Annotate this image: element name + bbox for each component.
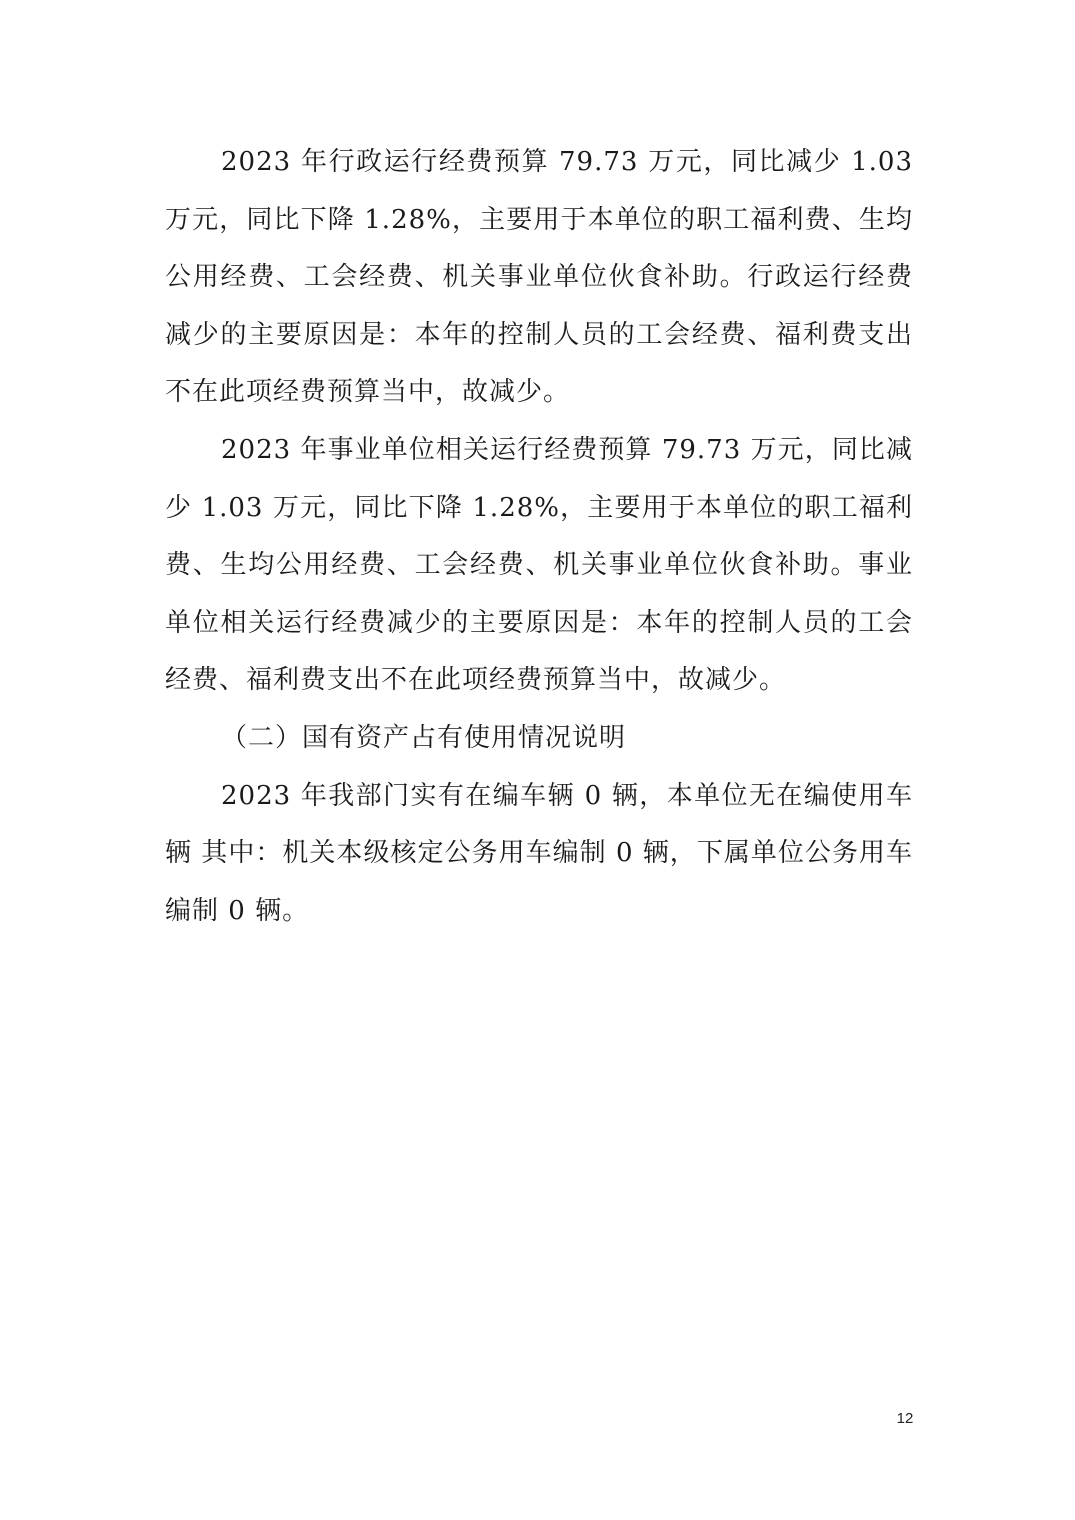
page-content	[165, 134, 913, 940]
paragraph-institution-operating-budget: 2023 年事业单位相关运行经费预算 79.73 万元，同比减少 1.03 万元，同比下降 1.28%，主要用于本单位的职工福利费、生均公用经费、工会经费、机关事业单位伙食补助。事业单位相关运行经费减少的主要原因是：本年的控制人员的工会经费、福利费支出不在此项经费预算当中，故减少。	[165, 434, 913, 696]
paragraph-vehicles: 2023 年我部门实有在编车辆 0 辆，本单位无在编使用车辆 其中：机关本级核定公务用车编制 0 辆，下属单位公务用车编制 0 辆。	[165, 780, 913, 926]
section-heading-state-assets: （二）国有资产占有使用情况说明	[221, 722, 627, 753]
paragraph-admin-operating-budget: 2023 年行政运行经费预算 79.73 万元，同比减少 1.03 万元，同比下降 1.28%，主要用于本单位的职工福利费、生均公用经费、工会经费、机关事业单位伙食补助。行政运行经费减少的主要原因是：本年的控制人员的工会经费、福利费支出不在此项经费预算当中，故减少。	[165, 147, 913, 408]
page-number: 12	[896, 1410, 914, 1427]
